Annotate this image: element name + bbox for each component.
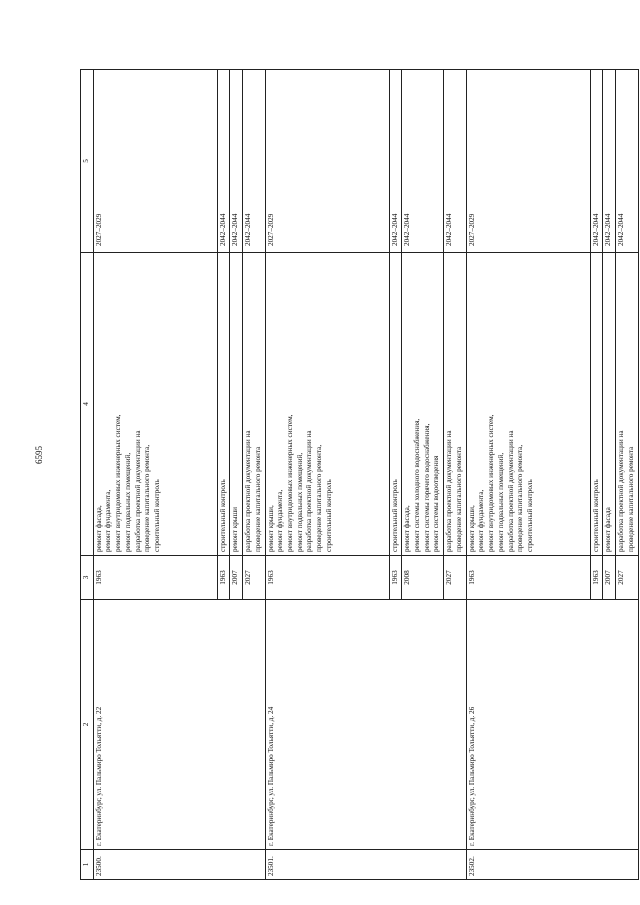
period-cell: 2042–2044 (217, 70, 230, 253)
work-item: разработка проектной документации на (506, 430, 515, 552)
capital-repair-table (80, 69, 639, 880)
period-cell: 2042–2044 (444, 70, 466, 253)
work-item: проведение капитального ремонта (454, 446, 463, 552)
year-cell: 1963 (93, 556, 217, 600)
period-cell: 2042–2044 (402, 70, 444, 253)
work-item: проведение капитального ремонта, (143, 444, 152, 552)
work-item: ремонт крыши (231, 506, 240, 552)
work-item: проведение капитального ремонта (626, 446, 635, 552)
year-cell: 2007 (603, 556, 616, 600)
works-cell (93, 253, 217, 556)
work-item: строительный контроль (218, 479, 227, 552)
work-item: ремонт внутридомовых инженерных систем, (286, 414, 295, 552)
year-cell: 2027 (616, 556, 638, 600)
works-cell (444, 253, 466, 556)
work-item: разработка проектной документации на (445, 430, 454, 552)
work-item: ремонт системы холодного водоснабжения, (413, 418, 422, 552)
year-cell: 2007 (230, 556, 243, 600)
work-item: разработка проектной документации на (244, 430, 253, 552)
record-address: г. Екатеринбург, ул. Пальмиро Тольятти, д. 24 (265, 600, 466, 850)
record-number: 23502. (466, 850, 638, 880)
page-number (24, 440, 54, 470)
column-header-3: 3 (81, 556, 94, 600)
work-item: проведение капитального ремонта, (315, 444, 324, 552)
works-cell (616, 253, 638, 556)
works-cell (265, 253, 389, 556)
work-item: разработка проектной документации на (617, 430, 626, 552)
year-cell: 2008 (402, 556, 444, 600)
work-item: разработка проектной документации на (305, 430, 314, 552)
work-item: ремонт фасада, (403, 505, 412, 552)
record-address: г. Екатеринбург, ул. Пальмиро Тольятти, д. 22 (93, 600, 265, 850)
work-item: ремонт фундамента, (477, 489, 486, 552)
record-address: г. Екатеринбург, ул. Пальмиро Тольятти, д. 26 (466, 600, 638, 850)
works-cell (590, 253, 603, 556)
work-item: строительный контроль (153, 479, 162, 552)
works-cell (217, 253, 230, 556)
work-item: ремонт фундамента, (104, 489, 113, 552)
work-item: ремонт подвальных помещений, (295, 452, 304, 552)
work-item: ремонт фасада, (94, 505, 103, 552)
work-item: ремонт подвальных помещений, (123, 452, 132, 552)
work-item: строительный контроль (390, 479, 399, 552)
period-cell: 2027–2029 (466, 70, 590, 253)
period-cell: 2042–2044 (590, 70, 603, 253)
year-cell: 2027 (243, 556, 265, 600)
work-item: ремонт крыши, (467, 505, 476, 552)
rotated-table-wrapper (80, 70, 635, 880)
work-item: ремонт подвальных помещений, (496, 452, 505, 552)
record-number: 23501. (265, 850, 466, 880)
work-item: ремонт внутридомовых инженерных систем, (487, 414, 496, 552)
table-row (93, 70, 217, 880)
works-cell (466, 253, 590, 556)
column-header-1: 1 (81, 850, 94, 880)
year-cell: 1963 (590, 556, 603, 600)
work-item: ремонт внутридомовых инженерных систем, (114, 414, 123, 552)
period-cell: 2042–2044 (603, 70, 616, 253)
table-body (81, 70, 639, 880)
works-cell (230, 253, 243, 556)
year-cell: 1963 (389, 556, 402, 600)
works-cell (603, 253, 616, 556)
period-cell: 2027–2029 (265, 70, 389, 253)
work-item: строительный контроль (591, 479, 600, 552)
year-cell: 1963 (217, 556, 230, 600)
year-cell: 2027 (444, 556, 466, 600)
table-row (265, 70, 389, 880)
work-item: проведение капитального ремонта (253, 446, 262, 552)
work-item: ремонт системы водоотведения (432, 455, 441, 552)
period-cell: 2042–2044 (616, 70, 638, 253)
works-cell (243, 253, 265, 556)
work-item: строительный контроль (525, 479, 534, 552)
works-cell (389, 253, 402, 556)
header-row (81, 70, 94, 880)
page-number-text: 6595 (34, 446, 44, 464)
year-cell: 1963 (265, 556, 389, 600)
table-row (466, 70, 590, 880)
work-item: ремонт крыши, (266, 505, 275, 552)
work-item: ремонт фундамента, (276, 489, 285, 552)
column-header-5: 5 (81, 70, 94, 253)
work-item: ремонт фасада (604, 507, 613, 552)
column-header-2: 2 (81, 600, 94, 850)
record-number: 23500. (93, 850, 265, 880)
period-cell: 2027–2029 (93, 70, 217, 253)
column-header-4: 4 (81, 253, 94, 556)
work-item: проведение капитального ремонта, (516, 444, 525, 552)
work-item: строительный контроль (324, 479, 333, 552)
work-item: ремонт системы горячего водоснабжения, (422, 423, 431, 552)
period-cell: 2042–2044 (389, 70, 402, 253)
year-cell: 1963 (466, 556, 590, 600)
work-item: разработка проектной документации на (133, 430, 142, 552)
works-cell (402, 253, 444, 556)
period-cell: 2042–2044 (243, 70, 265, 253)
period-cell: 2042–2044 (230, 70, 243, 253)
